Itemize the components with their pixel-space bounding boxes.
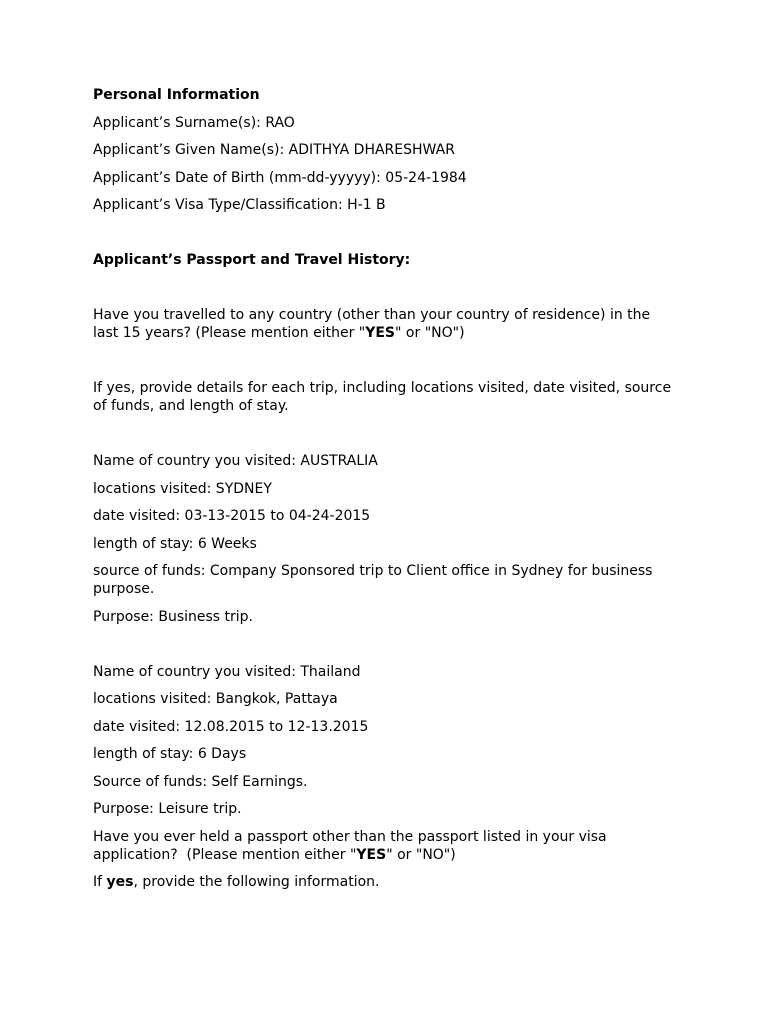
trip-2-length: length of stay: 6 Days <box>93 746 247 762</box>
trip-1-dates: date visited: 03-13-2015 to 04-24-2015 <box>93 508 371 524</box>
trip-2-dates: date visited: 12.08.2015 to 12-13.2015 <box>93 718 369 735</box>
trip-1-locations: locations visited: SYDNEY <box>93 480 272 497</box>
visa-type-line: Applicant’s Visa Type/Classification: H-1 B <box>93 197 386 213</box>
travel-question-prefix: Have you travelled to any country (other than your country of residence) in the last 15 years? (Please mention either " <box>93 307 655 341</box>
given-names-line: Applicant’s Given Name(s): ADITHYA DHARESHWAR <box>93 142 455 158</box>
trip-2-purpose: Purpose: Leisure trip. <box>93 801 242 817</box>
if-yes-bold: yes <box>106 874 134 890</box>
travel-history-heading: Applicant’s Passport and Travel History: <box>93 252 411 268</box>
trip-2-country: Name of country you visited: Thailand <box>93 663 361 680</box>
dob-line: Applicant’s Date of Birth (mm-dd-yyyyy): 05-24-1984 <box>93 169 467 186</box>
other-passport-yes: YES <box>356 846 387 863</box>
personal-info-heading: Personal Information <box>93 87 260 103</box>
trip-1-purpose: Purpose: Business trip. <box>93 608 254 625</box>
if-yes-suffix: , provide the following information. <box>133 874 380 890</box>
travel-question-suffix: " or "NO") <box>395 325 465 341</box>
trip-2-locations: locations visited: Bangkok, Pattaya <box>93 691 338 707</box>
trip-2-funds: Source of funds: Self Earnings. <box>93 773 308 790</box>
document-page <box>93 86 678 891</box>
trip-1-length: length of stay: 6 Weeks <box>93 535 257 552</box>
other-passport-prefix: Have you ever held a passport other than the passport listed in your visa application? (Please mention either " <box>93 828 612 863</box>
travel-question <box>93 306 678 342</box>
if-yes-instruction <box>93 873 678 891</box>
trip-details-instruction: If yes, provide details for each trip, including locations visited, date visited, source of funds, and length of stay. <box>93 380 676 414</box>
trip-1-funds: source of funds: Company Sponsored trip to Client office in Sydney for business purpose. <box>93 563 657 597</box>
other-passport-suffix: " or "NO") <box>386 846 456 863</box>
trip-1-country: Name of country you visited: AUSTRALIA <box>93 453 378 469</box>
travel-question-yes: YES <box>365 325 396 341</box>
if-yes-prefix: If <box>93 874 107 890</box>
other-passport-question <box>93 828 678 864</box>
surname-line: Applicant’s Surname(s): RAO <box>93 114 295 131</box>
